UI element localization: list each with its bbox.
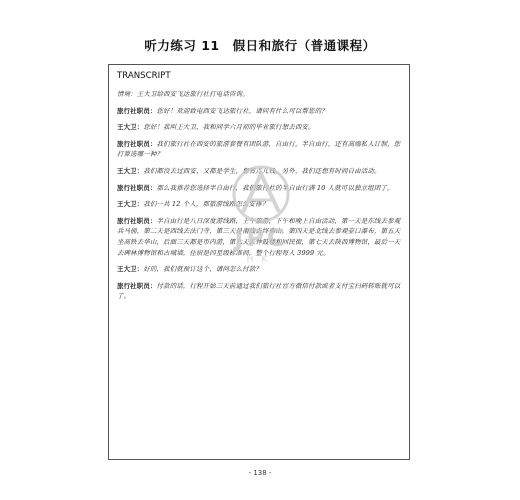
page-number: - 138 - bbox=[248, 469, 272, 477]
dialogue-line bbox=[117, 106, 401, 117]
dialogue-text: 好的，我们就预订这个，请问怎么付款？ bbox=[143, 265, 263, 274]
dialogue-line bbox=[117, 139, 401, 160]
dialogue-text: 我们旅行社在西安的旅游套餐有团队游，自由行，半自由行，还有高端私人订制，您打算选哪一种？ bbox=[117, 139, 401, 159]
speaker-label: 王大卫： bbox=[117, 123, 144, 132]
dialogue-line bbox=[117, 199, 401, 210]
speaker-label: 旅行社职员： bbox=[117, 281, 157, 290]
speaker-label: 旅行社职员： bbox=[117, 183, 157, 192]
dialogue-line bbox=[117, 281, 401, 302]
transcript-box bbox=[108, 64, 410, 460]
speaker-label: 旅行社职员： bbox=[117, 106, 157, 115]
page-title: 听力练习 11 假日和旅行（普通课程） bbox=[144, 38, 376, 53]
dialogue-text: 那么我推荐您选择半自由行，我们旅行社的半自由行满 10 人就可以独立组团了。 bbox=[156, 183, 394, 192]
dialogue-text: 您好！我叫王大卫，我和同学六月初的毕业旅行想去西安。 bbox=[143, 123, 315, 132]
watermark-subtext: HK bbox=[246, 255, 276, 265]
speaker-label: 旅行社职员： bbox=[117, 216, 157, 225]
dialogue-line bbox=[117, 122, 401, 133]
speaker-label: 王大卫： bbox=[117, 200, 144, 209]
scene-description: 情境：王大卫给西安飞达旅行社打电话咨询。 bbox=[117, 90, 249, 98]
speaker-label: 旅行社职员： bbox=[117, 139, 157, 148]
dialogue-line bbox=[117, 166, 401, 177]
dialogue-text: 我们一共 12 个人，那旅游线路怎么安排？ bbox=[143, 200, 269, 209]
transcript-heading: TRANSCRIPT bbox=[117, 71, 171, 81]
dialogue-line bbox=[117, 216, 401, 258]
dialogue-text: 付款的话，行程开始三天前通过我们旅行社官方微信付款或者支付宝扫码转账就可以了。 bbox=[117, 281, 401, 301]
watermark-text: JPC bbox=[234, 224, 288, 252]
speaker-label: 王大卫： bbox=[117, 265, 144, 274]
dialogue-text: 半自由行是八日深度游线路，上午旅游，下午和晚上自由活动，第一天是东线去参观兵马俑，第二天是西线去法门寺，第三天是南线去终南山，第四天是北线去参观壶口瀑布，第五天坐高铁去华山，后面三天都是市内游，第六天去钟鼓楼和回民街，第七天去陕西博物馆，最后一天去碑林博物馆和古城墙，住宿是四星级标准间，整个行程每人 3999 元。 bbox=[117, 216, 401, 257]
dialogue-text: 您好！欢迎致电西安飞达旅行社，请问有什么可以帮您的？ bbox=[156, 106, 328, 115]
dialogue-line bbox=[117, 264, 401, 275]
dialogue-text: 我们都没去过西安，又都是学生，想省点儿钱，另外，我们还想有时间自由活动。 bbox=[143, 166, 381, 175]
dialogue-line bbox=[117, 183, 401, 194]
speaker-label: 王大卫： bbox=[117, 166, 144, 175]
